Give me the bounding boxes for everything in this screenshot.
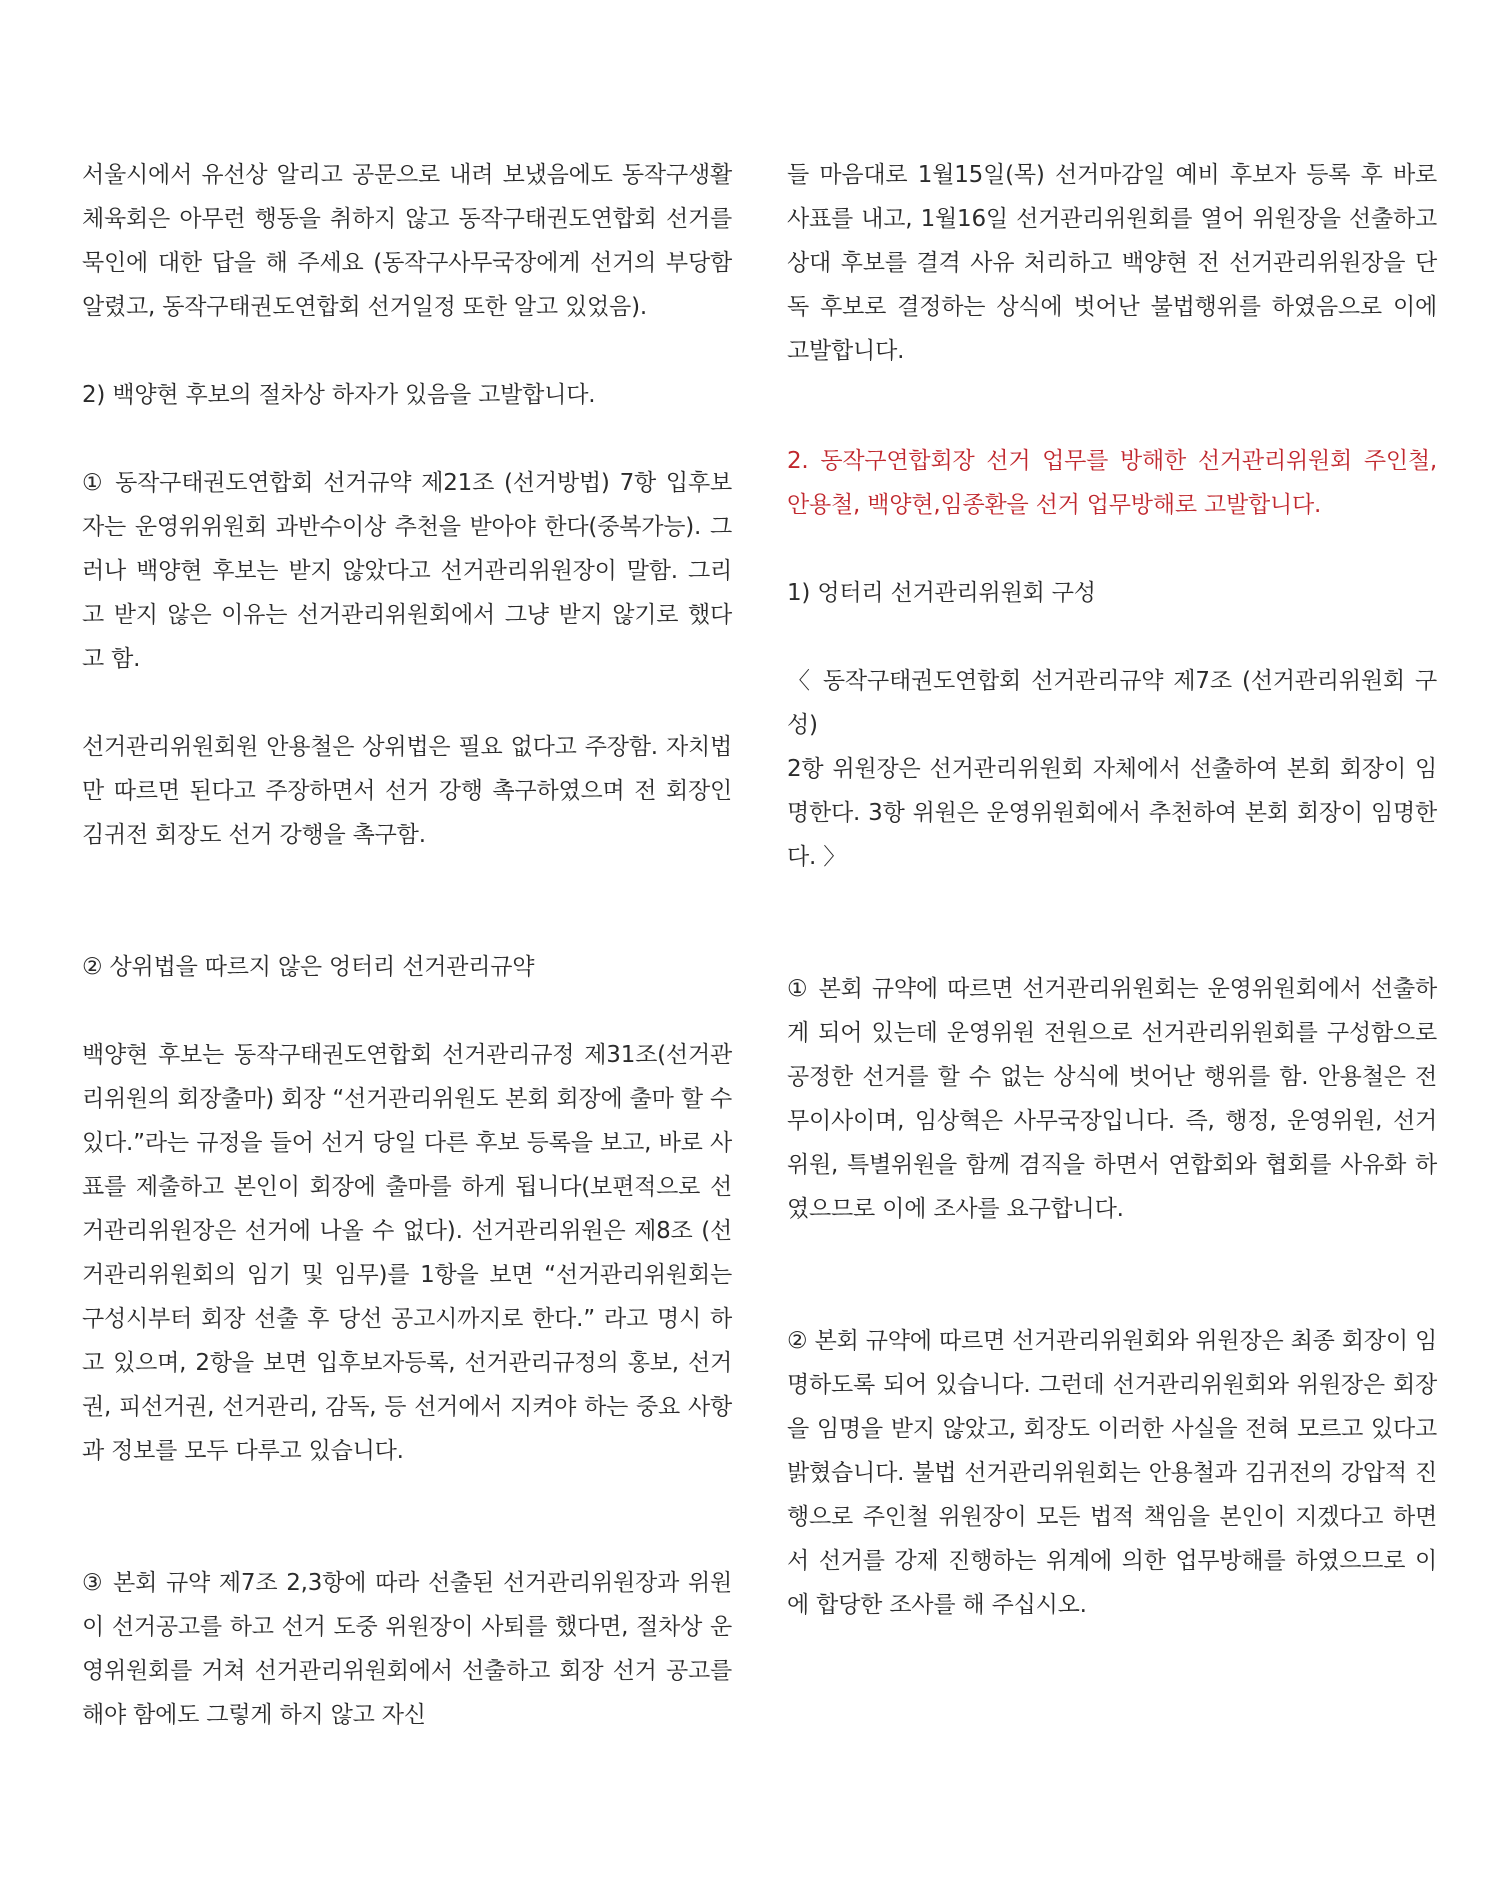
regulation-quote: 〈 동작구태권도연합회 선거관리규약 제7조 (선거관리위원회 구성) (787, 668, 1437, 738)
paragraph: ③ 본회 규약 제7조 2,3항에 따라 선출된 선거관리위원장과 위원이 선거공고를 하고 선거 도중 위원장이 사퇴를 했다면, 절차상 운영위원회를 거쳐 선거관리위원회에서 선출하고 회장 선거 공고를 해야 함에도 그렇게 하지 않고 자신 (82, 1570, 732, 1728)
right-column (787, 153, 1437, 1627)
paragraph: 선거관리위원회원 안용철은 상위법은 필요 없다고 주장함. 자치법만 따르면 된다고 주장하면서 선거 강행 촉구하였으며 전 회장인 김귀전 회장도 선거 강행을 촉구함. (82, 734, 732, 848)
section-subheading: 1) 엉터리 선거관리위원회 구성 (787, 580, 1096, 606)
item-heading: ② 상위법을 따르지 않은 엉터리 선거관리규약 (82, 954, 535, 980)
paragraph: ① 동작구태권도연합회 선거규약 제21조 (선거방법) 7항 입후보자는 운영위위원회 과반수이상 추천을 받아야 한다(중복가능). 그러나 백양현 후보는 받지 않았다고 선거관리위원장이 말함. 그리고 받지 않은 이유는 선거관리위원회에서 그냥 받지 않기로 했다고 함. (82, 470, 732, 672)
left-column (82, 153, 732, 1737)
paragraph: ② 본회 규약에 따르면 선거관리위원회와 위원장은 최종 회장이 임명하도록 되어 있습니다. 그런데 선거관리위원회와 위원장은 회장을 임명을 받지 않았고, 회장도 이러한 사실을 전혀 모르고 있다고 밝혔습니다. 불법 선거관리위원회는 안용철과 김귀전의 강압적 진행으로 주인철 위원장이 모든 법적 책임을 본인이 지겠다고 하면서 선거를 강제 진행하는 위계에 의한 업무방해를 하였으므로 이에 합당한 조사를 해 주십시오. (787, 1328, 1437, 1618)
paragraph: 들 마음대로 1월15일(목) 선거마감일 예비 후보자 등록 후 바로 사표를 내고, 1월16일 선거관리위원회를 열어 위원장을 선출하고 상대 후보를 결격 사유 처리하고 백양현 전 선거관리위원장을 단독 후보로 결정하는 상식에 벗어난 불법행위를 하였음으로 이에 고발합니다. (787, 162, 1437, 364)
section-subheading: 2) 백양현 후보의 절차상 하자가 있음을 고발합니다. (82, 382, 596, 408)
paragraph: 백양현 후보는 동작구태권도연합회 선거관리규정 제31조(선거관리위원의 회장출마) 회장 “선거관리위원도 본회 회장에 출마 할 수 있다.”라는 규정을 들어 선거 당일 다른 후보 등록을 보고, 바로 사표를 제출하고 본인이 회장에 출마를 하게 됩니다(보편적으로 선거관리위원장은 선거에 나올 수 없다). 선거관리위원은 제8조 (선거관리위원회의 임기 및 임무)를 1항을 보면 “선거관리위원회는 구성시부터 회장 선출 후 당선 공고시까지로 한다.” 라고 명시 하고 있으며, 2항을 보면 입후보자등록, 선거관리규정의 홍보, 선거권, 피선거권, 선거관리, 감독, 등 선거에서 지켜야 하는 중요 사항과 정보를 모두 다루고 있습니다. (82, 1042, 732, 1464)
regulation-quote: 2항 위원장은 선거관리위원회 자체에서 선출하여 본회 회장이 임명한다. 3항 위원은 운영위원회에서 추천하여 본회 회장이 임명한다. 〉 (787, 756, 1437, 870)
paragraph: 서울시에서 유선상 알리고 공문으로 내려 보냈음에도 동작구생활체육회은 아무런 행동을 취하지 않고 동작구태권도연합회 선거를 묵인에 대한 답을 해 주세요 (동작구사무국장에게 선거의 부당함 알렸고, 동작구태권도연합회 선거일정 또한 알고 있었음). (82, 162, 732, 320)
paragraph: ① 본회 규약에 따르면 선거관리위원회는 운영위원회에서 선출하게 되어 있는데 운영위원 전원으로 선거관리위원회를 구성함으로 공정한 선거를 할 수 없는 상식에 벗어난 행위를 함. 안용철은 전무이사이며, 임상혁은 사무국장입니다. 즉, 행정, 운영위원, 선거위원, 특별위원을 함께 겸직을 하면서 연합회와 협회를 사유화 하였으므로 이에 조사를 요구합니다. (787, 976, 1437, 1222)
section-heading: 2. 동작구연합회장 선거 업무를 방해한 선거관리위원회 주인철, 안용철, 백양현,임종환을 선거 업무방해로 고발합니다. (787, 448, 1437, 518)
